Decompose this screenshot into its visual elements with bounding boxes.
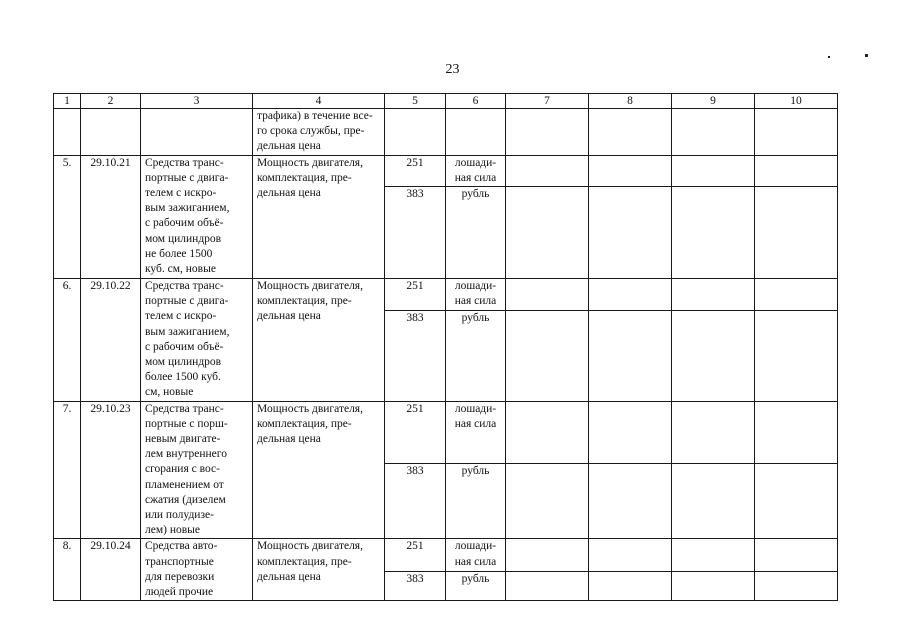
- table-cell: [672, 571, 755, 601]
- characteristic-cell: трафика) в течение все- го срока службы, пре- дельная цена: [253, 109, 385, 156]
- okei-code: 251: [385, 539, 446, 571]
- table-cell: [755, 155, 838, 186]
- row-number: 7.: [54, 401, 81, 539]
- okei-code: 251: [385, 155, 446, 186]
- table-cell: [589, 155, 672, 186]
- unit-name: рубль: [446, 464, 506, 539]
- characteristic-cell: Мощность двигателя, комплектация, пре- дельная цена: [253, 539, 385, 601]
- characteristic-cell: Мощность двигателя, комплектация, пре- дельная цена: [253, 155, 385, 278]
- unit-name: лошади- ная сила: [446, 401, 506, 464]
- table-cell: [755, 539, 838, 571]
- product-name: Средства транс- портные с двига- телем с искро- вым зажиганием, с рабочим объё- мом цилиндров более 1500 куб. см, новые: [141, 279, 253, 402]
- table-cell: [81, 109, 141, 156]
- table-cell: [506, 279, 589, 311]
- table-cell: [672, 539, 755, 571]
- table-cell: [141, 109, 253, 156]
- table-cell: [446, 109, 506, 156]
- column-header: 6: [446, 94, 506, 109]
- column-header: 2: [81, 94, 141, 109]
- column-header: 7: [506, 94, 589, 109]
- okei-code: 251: [385, 401, 446, 464]
- table-cell: [672, 109, 755, 156]
- table-cell: [755, 311, 838, 402]
- product-name: Средства авто- транспортные для перевозки людей прочие: [141, 539, 253, 601]
- table-cell: [506, 401, 589, 464]
- column-header: 8: [589, 94, 672, 109]
- table-cell: [755, 279, 838, 311]
- table-cell: [755, 401, 838, 464]
- okei-code: 251: [385, 279, 446, 311]
- column-header: 10: [755, 94, 838, 109]
- requirements-table: [53, 93, 838, 601]
- table-cell: [755, 571, 838, 601]
- column-header: 9: [672, 94, 755, 109]
- table-cell: [589, 539, 672, 571]
- continuation-row: [54, 109, 838, 156]
- column-header: 3: [141, 94, 253, 109]
- table-row: [54, 279, 838, 311]
- table-cell: [589, 187, 672, 279]
- table-cell: [506, 155, 589, 186]
- table-cell: [589, 401, 672, 464]
- table-cell: [672, 155, 755, 186]
- table-cell: [385, 109, 446, 156]
- page-number: 23: [445, 62, 460, 77]
- row-number: 6.: [54, 279, 81, 402]
- column-header: 1: [54, 94, 81, 109]
- scan-speck: [865, 54, 868, 57]
- table-cell: [672, 401, 755, 464]
- table-cell: [506, 464, 589, 539]
- table-cell: [589, 109, 672, 156]
- table-cell: [672, 464, 755, 539]
- characteristic-cell: Мощность двигателя, комплектация, пре- дельная цена: [253, 401, 385, 539]
- table-row: [54, 539, 838, 571]
- unit-name: лошади- ная сила: [446, 279, 506, 311]
- row-number: 5.: [54, 155, 81, 278]
- unit-name: лошади- ная сила: [446, 539, 506, 571]
- table-cell: [506, 539, 589, 571]
- table-cell: [506, 109, 589, 156]
- table-row: [54, 155, 838, 186]
- table-cell: [755, 187, 838, 279]
- characteristic-cell: Мощность двигателя, комплектация, пре- дельная цена: [253, 279, 385, 402]
- unit-name: рубль: [446, 571, 506, 601]
- row-number: 8.: [54, 539, 81, 601]
- column-header: 5: [385, 94, 446, 109]
- header-row: [54, 94, 838, 109]
- okpd-code: 29.10.22: [81, 279, 141, 402]
- table-cell: [54, 109, 81, 156]
- table-cell: [589, 571, 672, 601]
- table-cell: [589, 464, 672, 539]
- table-cell: [506, 571, 589, 601]
- table-cell: [672, 187, 755, 279]
- scan-speck: [828, 56, 830, 58]
- okpd-code: 29.10.21: [81, 155, 141, 278]
- table-cell: [589, 311, 672, 402]
- okei-code: 383: [385, 187, 446, 279]
- product-name: Средства транс- портные с двига- телем с искро- вым зажиганием, с рабочим объё- мом цилиндров не более 1500 куб. см, новые: [141, 155, 253, 278]
- okpd-code: 29.10.24: [81, 539, 141, 601]
- table-cell: [672, 279, 755, 311]
- table-cell: [755, 109, 838, 156]
- table-row: [54, 401, 838, 464]
- unit-name: рубль: [446, 187, 506, 279]
- okei-code: 383: [385, 571, 446, 601]
- table-cell: [589, 279, 672, 311]
- product-name: Средства транс- портные с порш- невым двигате- лем внутреннего сгорания с вос- пламенением от сжатия (дизелем или полудизе- лем) новые: [141, 401, 253, 539]
- unit-name: лошади- ная сила: [446, 155, 506, 186]
- okpd-code: 29.10.23: [81, 401, 141, 539]
- table-cell: [755, 464, 838, 539]
- table-cell: [672, 311, 755, 402]
- column-header: 4: [253, 94, 385, 109]
- table-cell: [506, 187, 589, 279]
- okei-code: 383: [385, 464, 446, 539]
- okei-code: 383: [385, 311, 446, 402]
- table-cell: [506, 311, 589, 402]
- unit-name: рубль: [446, 311, 506, 402]
